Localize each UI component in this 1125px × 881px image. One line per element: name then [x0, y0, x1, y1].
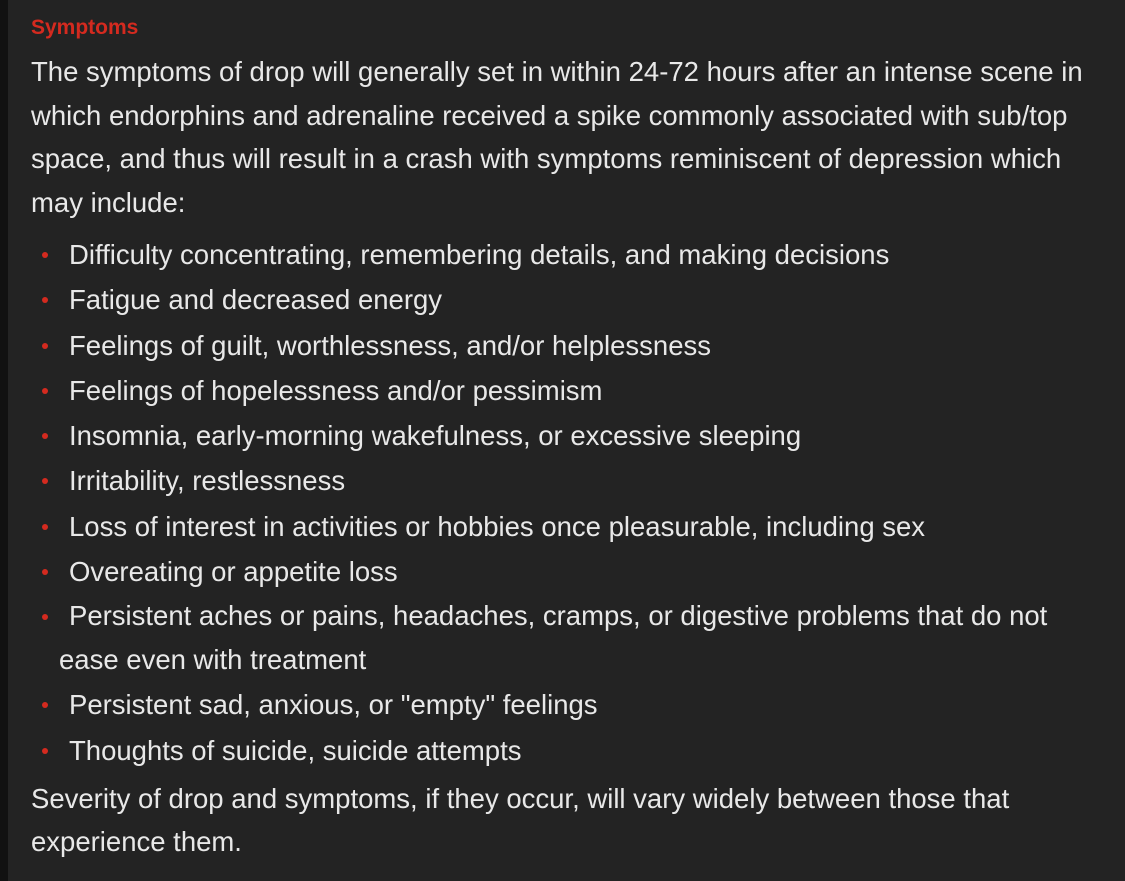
symptoms-list [31, 232, 1106, 773]
list-item-text: Persistent aches or pains, headaches, cramps, or digestive problems that do not ease even with treatment [59, 600, 1048, 676]
intro-paragraph: The symptoms of drop will generally set in within 24-72 hours after an intense scene in which endorphins and adrenaline received a spike commonly associated with sub/top space, and thus will result in a crash with symptoms reminiscent of depression which may include: [31, 56, 1083, 218]
list-item [31, 504, 1106, 549]
list-item [31, 549, 1106, 594]
left-edge-strip [0, 0, 8, 881]
list-item-text: Overeating or appetite loss [69, 556, 398, 588]
list-item-text: Difficulty concentrating, remembering details, and making decisions [69, 239, 890, 270]
list-item [31, 413, 1106, 458]
list-item [31, 458, 1106, 503]
bullet-icon [42, 748, 48, 754]
list-item [31, 728, 1106, 773]
bullet-icon [42, 614, 48, 620]
bullet-icon [42, 297, 48, 303]
symptoms-section [31, 14, 1106, 864]
outro-paragraph: Severity of drop and symptoms, if they occur, will vary widely between those that experience them. [31, 782, 1010, 858]
bullet-icon [42, 433, 48, 439]
list-item-text: Irritability, restlessness [69, 465, 346, 497]
list-item-text: Fatigue and decreased energy [69, 284, 443, 316]
list-item-text: Persistent sad, anxious, or "empty" feelings [69, 689, 598, 721]
list-item [31, 594, 1106, 682]
list-item-text: Loss of interest in activities or hobbies once pleasurable, including sex [69, 510, 926, 542]
bullet-icon [42, 388, 48, 394]
list-item [31, 323, 1106, 368]
bullet-icon [42, 524, 48, 530]
list-item-text: Insomnia, early-morning wakefulness, or excessive sleeping [69, 420, 802, 452]
list-item [31, 277, 1106, 322]
bullet-icon [42, 478, 48, 484]
section-heading: Symptoms [31, 16, 139, 39]
bullet-icon [42, 343, 48, 349]
list-item-text: Thoughts of suicide, suicide attempts [69, 734, 522, 766]
bullet-icon [42, 252, 48, 258]
list-item-text: Feelings of hopelessness and/or pessimism [69, 374, 603, 406]
bullet-icon [42, 702, 48, 708]
bullet-icon [42, 569, 48, 575]
list-item [31, 682, 1106, 727]
list-item [31, 368, 1106, 413]
list-item-text: Feelings of guilt, worthlessness, and/or helplessness [69, 329, 712, 361]
list-item [31, 232, 1106, 277]
